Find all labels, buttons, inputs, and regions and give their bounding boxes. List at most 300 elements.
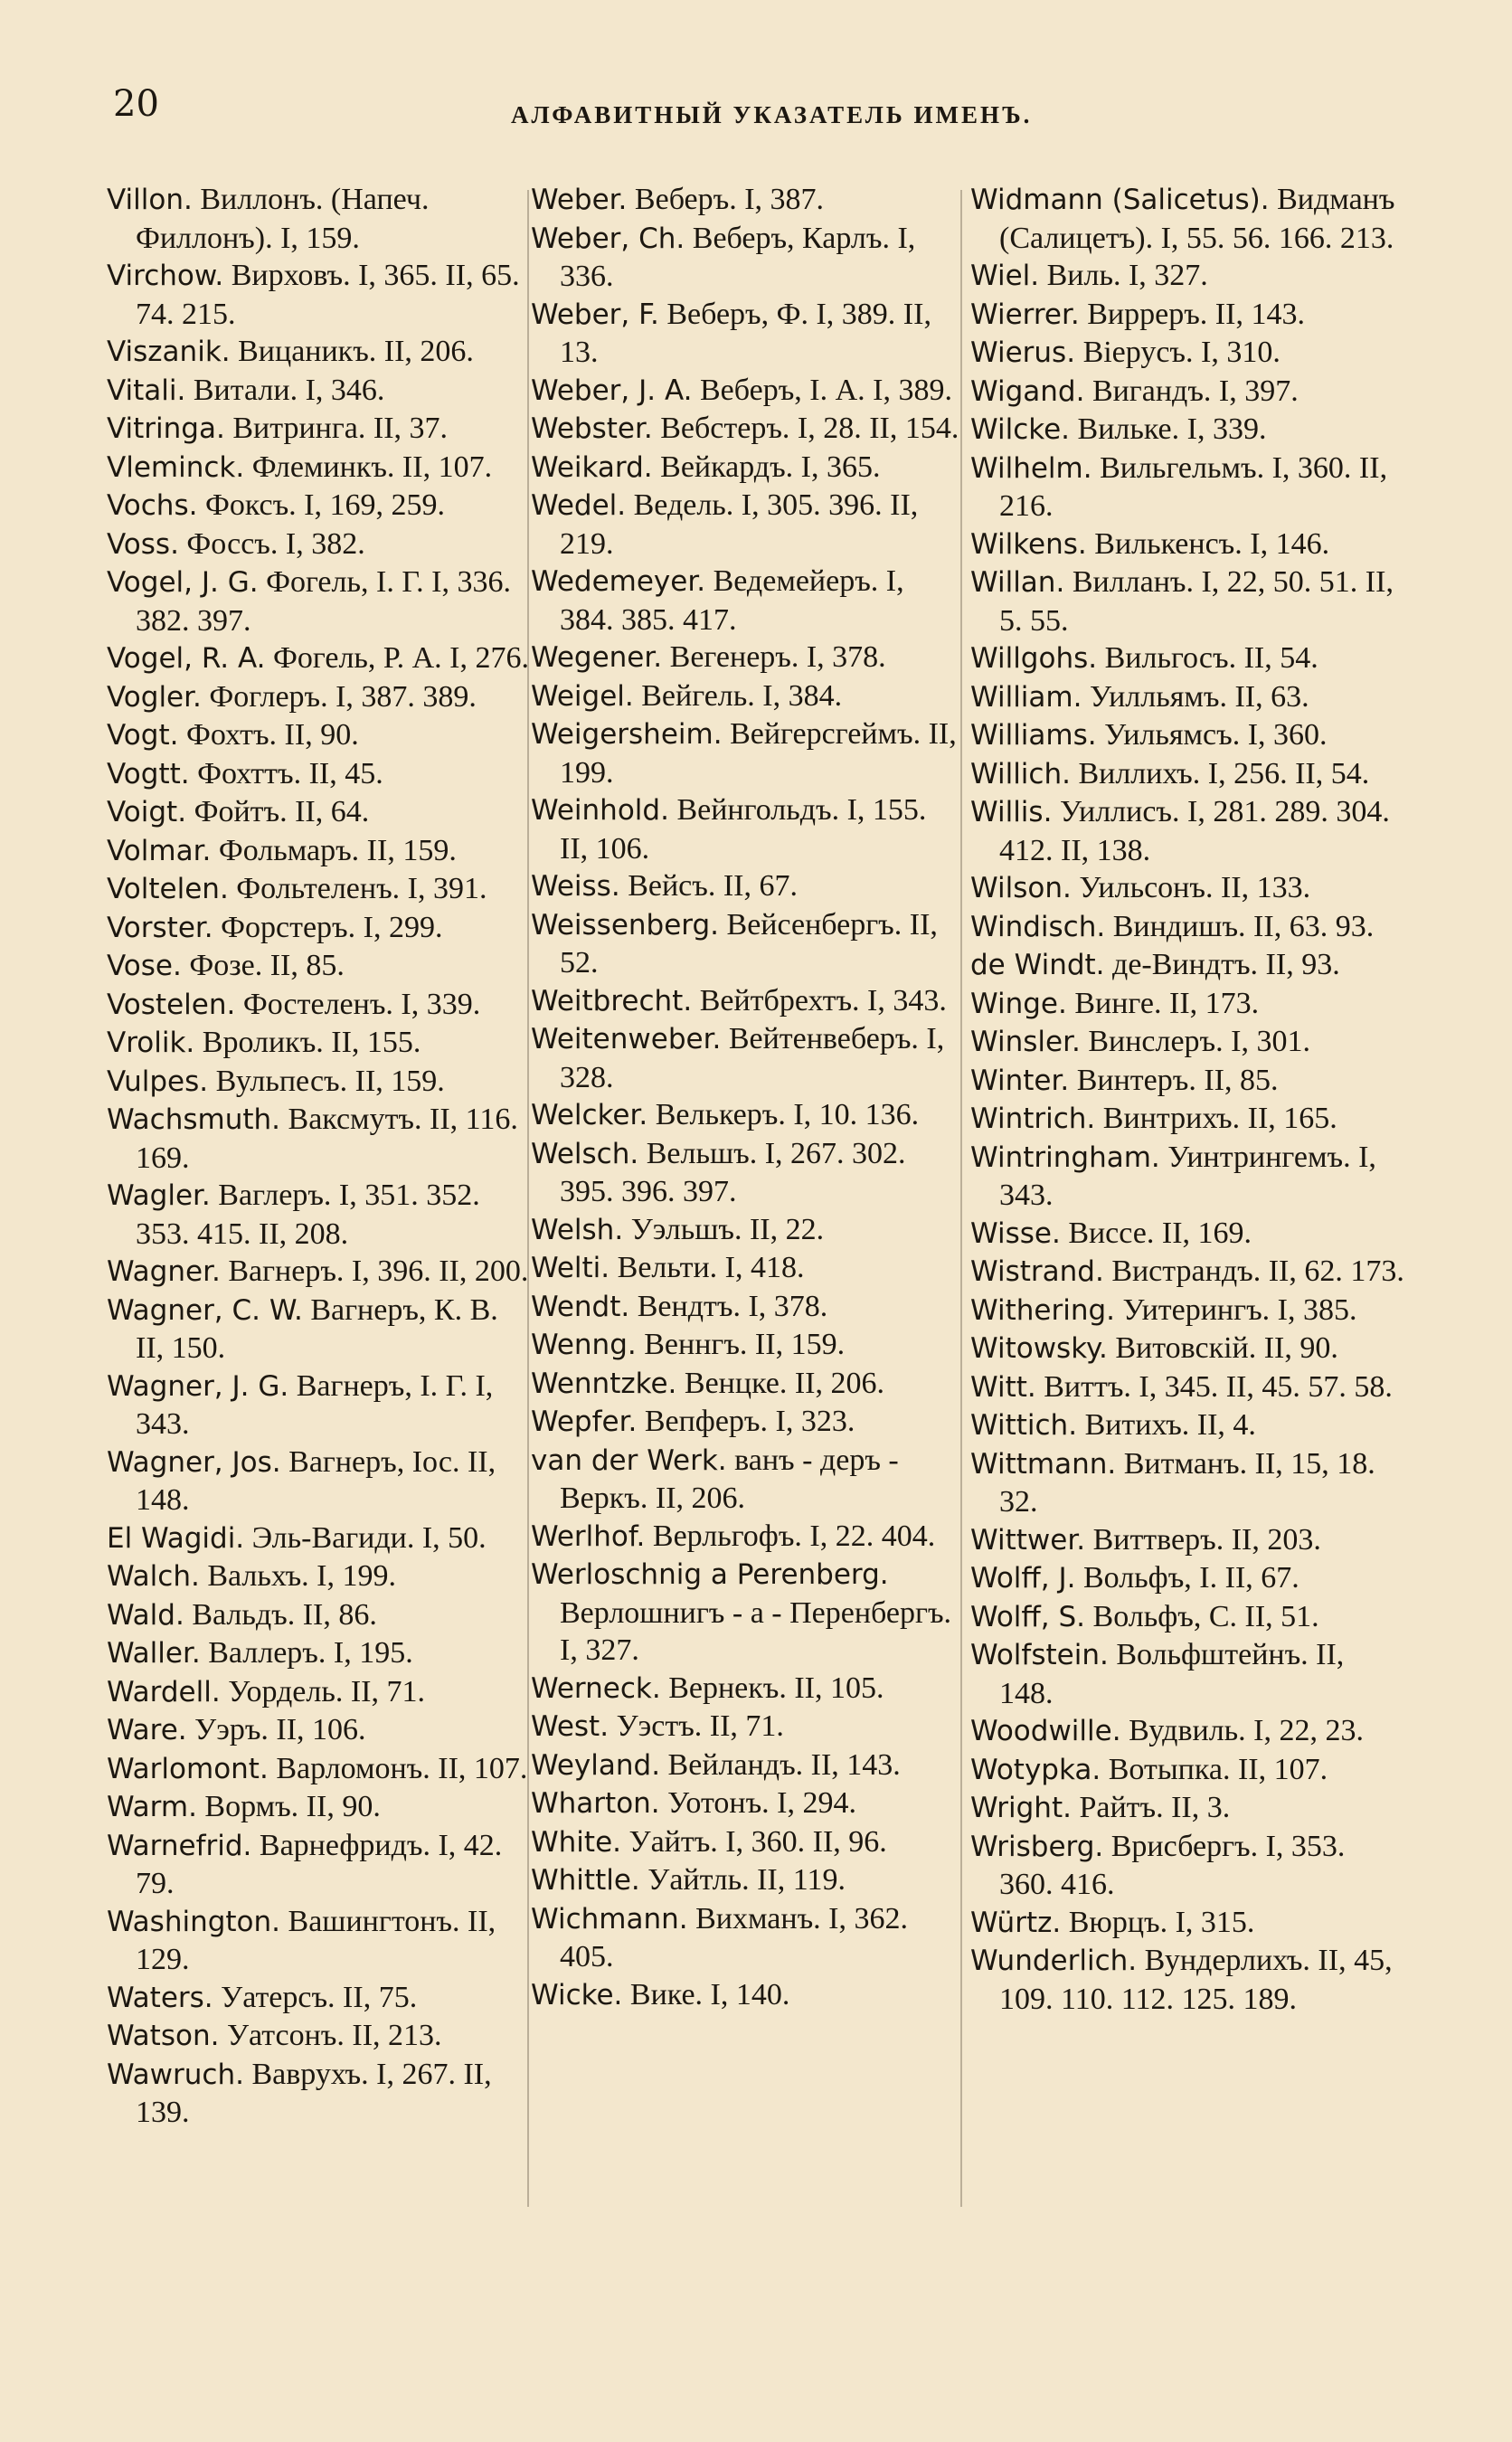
entry-russian-and-pages: Вейсенбергъ. II, 52.: [560, 907, 938, 980]
index-entry: [107, 2056, 532, 2132]
entry-russian-and-pages: Вроликъ. II, 155.: [202, 1026, 421, 1059]
entry-latin-name: Werneck.: [531, 1671, 661, 1705]
entry-latin-name: Würtz.: [970, 1906, 1062, 1939]
entry-russian-and-pages: Вейгель. I, 384.: [641, 678, 843, 713]
entry-latin-name: Wright.: [970, 1792, 1072, 1824]
entry-russian-and-pages: Фойтъ. II, 64.: [194, 795, 370, 828]
entry-latin-name: Vorster.: [107, 911, 213, 944]
entry-latin-name: Vostelen.: [107, 988, 236, 1021]
entry-russian-and-pages: Фоксъ. I, 169, 259.: [204, 488, 445, 522]
entry-russian-and-pages: Вильгельмъ. I, 360. II, 216.: [999, 450, 1388, 523]
index-entry: [531, 982, 960, 1021]
index-entry: [970, 1789, 1404, 1828]
entry-latin-name: Wagner, C. W.: [107, 1293, 303, 1327]
index-entry: [107, 870, 532, 909]
entry-latin-name: Widmann (Salicetus).: [970, 184, 1270, 216]
entry-russian-and-pages: Вальхъ. I, 199.: [207, 1559, 396, 1593]
entry-latin-name: Waters.: [107, 1981, 213, 2014]
entry-russian-and-pages: Вирреръ. II, 143.: [1087, 297, 1305, 331]
index-entry: [107, 257, 532, 333]
index-entry: [970, 1445, 1404, 1521]
entry-russian-and-pages: Вирховъ. I, 365. II, 65. 74. 215.: [136, 259, 520, 331]
index-entry: [970, 678, 1404, 717]
index-entry: [970, 1062, 1404, 1101]
entry-latin-name: van der Werk.: [531, 1443, 727, 1477]
entry-latin-name: Wilcke.: [970, 413, 1071, 446]
entry-latin-name: Weissenberg.: [531, 908, 720, 942]
index-entry: [970, 1292, 1404, 1330]
index-entry: [107, 909, 532, 948]
entry-russian-and-pages: Винслеръ. I, 301.: [1088, 1025, 1310, 1058]
entry-russian-and-pages: Уильямсъ. I, 360.: [1104, 718, 1328, 752]
index-entry: [107, 1177, 532, 1253]
entry-russian-and-pages: Веберъ, Карлъ. I, 336.: [560, 221, 916, 293]
entry-latin-name: Wendt.: [531, 1290, 630, 1323]
entry-latin-name: Villon.: [107, 184, 193, 216]
entry-russian-and-pages: ванъ - деръ - Веркъ. II, 206.: [560, 1443, 899, 1515]
entry-russian-and-pages: Витовскiй. II, 90.: [1115, 1331, 1338, 1365]
index-entry: [107, 947, 532, 986]
index-entry: [970, 1521, 1404, 1560]
entry-russian-and-pages: Велькеръ. I, 10. 136.: [655, 1098, 920, 1131]
entry-russian-and-pages: Вицаникъ. II, 206.: [238, 335, 474, 368]
entry-latin-name: de Windt.: [970, 949, 1105, 981]
index-entry: [531, 791, 960, 867]
entry-russian-and-pages: Веберъ, I. А. I, 389.: [699, 373, 952, 407]
entry-russian-and-pages: Фохттъ. II, 45.: [197, 756, 383, 790]
entry-latin-name: Williams.: [970, 719, 1097, 752]
entry-russian-and-pages: Вильке. I, 339.: [1077, 412, 1267, 446]
entry-latin-name: Voss.: [107, 527, 179, 561]
entry-latin-name: Ware.: [107, 1714, 187, 1746]
entry-russian-and-pages: Фогель, I. Г. I, 336. 382. 397.: [136, 565, 511, 638]
entry-russian-and-pages: Вепферъ. I, 323.: [644, 1405, 855, 1438]
entry-russian-and-pages: Уотонъ. I, 294.: [667, 1786, 856, 1820]
entry-latin-name: Wiel.: [970, 260, 1040, 292]
entry-russian-and-pages: Вихманъ. I, 362. 405.: [560, 1901, 908, 1973]
entry-russian-and-pages: Уинтрингемъ. I, 343.: [999, 1140, 1376, 1212]
entry-latin-name: Wagner, Jos.: [107, 1445, 281, 1479]
entry-latin-name: Whittle.: [531, 1864, 640, 1897]
entry-latin-name: Wegener.: [531, 641, 663, 674]
entry-latin-name: Weinhold.: [531, 794, 669, 827]
entry-russian-and-pages: Вагнеръ, К. В. II, 150.: [136, 1292, 498, 1365]
entry-latin-name: Winge.: [970, 987, 1067, 1020]
entry-latin-name: Voltelen.: [107, 873, 229, 905]
entry-latin-name: Witt.: [970, 1370, 1036, 1404]
index-entry: [970, 450, 1404, 525]
entry-latin-name: Wisse.: [970, 1216, 1061, 1250]
entry-russian-and-pages: Вейландъ. II, 143.: [667, 1747, 901, 1782]
entry-russian-and-pages: Вагнеръ. I, 396. II, 200.: [228, 1254, 529, 1288]
entry-russian-and-pages: Винтеръ. II, 85.: [1076, 1063, 1279, 1097]
index-entry: [970, 908, 1404, 947]
entry-russian-and-pages: Вудвиль. I, 22, 23.: [1129, 1714, 1365, 1747]
entry-russian-and-pages: Виллонъ. (Напеч. Филлонъ). I, 159.: [136, 183, 430, 255]
index-entry: [107, 333, 532, 372]
index-entry: [531, 1556, 960, 1670]
entry-latin-name: Wolff, S.: [970, 1600, 1086, 1633]
page-number: 20: [113, 83, 159, 125]
entry-latin-name: White.: [531, 1825, 621, 1859]
entry-russian-and-pages: Вейгерсгеймъ. II, 199.: [560, 717, 957, 790]
entry-latin-name: Wilhelm.: [970, 451, 1092, 485]
entry-latin-name: Vose.: [107, 950, 182, 982]
index-entry: [970, 1636, 1404, 1712]
index-entry: [107, 986, 532, 1025]
index-entry: [970, 1559, 1404, 1598]
entry-russian-and-pages: Вiерусъ. I, 310.: [1082, 336, 1280, 369]
index-entry: [970, 639, 1404, 678]
index-entry: [970, 946, 1404, 985]
entry-latin-name: Warm.: [107, 1791, 197, 1823]
entry-russian-and-pages: Видманъ (Салицетъ). I, 55. 56. 166. 213.: [999, 183, 1395, 255]
index-entry: [107, 1101, 532, 1177]
column-divider: [960, 190, 962, 2207]
entry-russian-and-pages: Уэстъ. II, 71.: [616, 1709, 784, 1743]
index-entry: [107, 1253, 532, 1292]
entry-latin-name: Watson.: [107, 2020, 220, 2052]
entry-latin-name: Webster.: [531, 412, 653, 445]
entry-russian-and-pages: Витихъ. II, 4.: [1084, 1408, 1256, 1442]
entry-latin-name: Waller.: [107, 1637, 201, 1670]
index-entry: [970, 1406, 1404, 1445]
entry-latin-name: Werloschnig a Perenberg.: [531, 1558, 889, 1591]
index-entry: [970, 793, 1404, 869]
entry-russian-and-pages: Верльгофъ. I, 22. 404.: [652, 1519, 936, 1553]
entry-russian-and-pages: Веннгъ. II, 159.: [644, 1328, 846, 1361]
entry-latin-name: El Wagidi.: [107, 1521, 245, 1555]
index-entry: [107, 410, 532, 449]
entry-latin-name: Warnefrid.: [107, 1829, 252, 1862]
entry-latin-name: Wichmann.: [531, 1902, 688, 1936]
entry-russian-and-pages: Уильсонъ. II, 133.: [1079, 871, 1311, 904]
index-entry: [970, 985, 1404, 1024]
entry-latin-name: Wolff, J.: [970, 1562, 1076, 1595]
entry-russian-and-pages: Варломонъ. II, 107.: [276, 1751, 528, 1785]
index-entry: [970, 1942, 1404, 2018]
entry-latin-name: Vitringa.: [107, 412, 225, 445]
entry-latin-name: Withering.: [970, 1293, 1115, 1327]
index-entry: [970, 563, 1404, 639]
entry-russian-and-pages: Виллихъ. I, 256. II, 54.: [1078, 756, 1370, 790]
entry-latin-name: Welcker.: [531, 1099, 648, 1131]
index-entry: [107, 372, 532, 411]
entry-latin-name: Wistrand.: [970, 1255, 1104, 1288]
index-entry: [107, 755, 532, 794]
entry-russian-and-pages: Уордель. II, 71.: [228, 1674, 425, 1708]
entry-latin-name: Volmar.: [107, 834, 212, 867]
entry-russian-and-pages: Эль-Вагиди. I, 50.: [251, 1520, 487, 1555]
running-title: АЛФАВИТНЫЙ УКАЗАТЕЛЬ ИМЕНЪ.: [511, 101, 1033, 128]
entry-russian-and-pages: Вендтъ. I, 378.: [637, 1289, 828, 1323]
entry-russian-and-pages: Вашингтонъ. II, 129.: [136, 1904, 496, 1976]
entry-latin-name: Werlhof.: [531, 1519, 646, 1553]
entry-latin-name: Welsh.: [531, 1213, 624, 1246]
entry-russian-and-pages: Вельшъ. I, 267. 302. 395. 396. 397.: [560, 1136, 906, 1208]
entry-russian-and-pages: Ведемейеръ. I, 384. 385. 417.: [560, 564, 904, 637]
index-entry: [107, 449, 532, 487]
entry-russian-and-pages: Ваксмутъ. II, 116. 169.: [136, 1103, 518, 1175]
entry-latin-name: Vleminck.: [107, 450, 245, 484]
index-entry: [970, 525, 1404, 564]
entry-latin-name: Wilson.: [970, 872, 1072, 904]
entry-russian-and-pages: Фольмаръ. II, 159.: [218, 833, 457, 867]
index-entry: [970, 1598, 1404, 1637]
index-entry: [531, 449, 960, 487]
entry-latin-name: Witowsky.: [970, 1332, 1108, 1365]
entry-russian-and-pages: Ведель. I, 305. 396. II, 219.: [560, 488, 919, 561]
index-entry: [970, 257, 1404, 296]
entry-russian-and-pages: Витманъ. II, 15, 18. 32.: [999, 1446, 1375, 1519]
index-entry: [970, 1904, 1404, 1943]
index-entry: [531, 639, 960, 677]
entry-russian-and-pages: Виссе. II, 169.: [1068, 1216, 1252, 1250]
index-entry: [531, 1976, 960, 2015]
entry-latin-name: Woodwille.: [970, 1715, 1121, 1747]
entry-latin-name: Vogel, R. A.: [107, 642, 266, 675]
entry-russian-and-pages: Фостеленъ. I, 339.: [242, 987, 481, 1021]
index-entry: [970, 1751, 1404, 1790]
entry-russian-and-pages: Вагнеръ, I. Г. I, 343.: [136, 1368, 494, 1441]
entry-russian-and-pages: Витали. I, 346.: [193, 373, 385, 407]
entry-russian-and-pages: Уиллисъ. I, 281. 289. 304. 412. II, 138.: [999, 795, 1390, 867]
entry-russian-and-pages: Вольфштейнъ. II, 148.: [999, 1638, 1345, 1710]
entry-russian-and-pages: Фоссъ. I, 382.: [186, 526, 365, 561]
entry-russian-and-pages: Фозе. II, 85.: [189, 949, 345, 982]
entry-latin-name: Vitali.: [107, 374, 186, 407]
index-entry: [107, 1750, 532, 1789]
entry-latin-name: Wolfstein.: [970, 1639, 1109, 1671]
entry-russian-and-pages: Райтъ. II, 3.: [1079, 1791, 1231, 1824]
entry-latin-name: Wierus.: [970, 336, 1076, 369]
index-entry: [531, 1746, 960, 1785]
entry-latin-name: Willan.: [970, 566, 1065, 599]
index-entry: [531, 220, 960, 296]
entry-russian-and-pages: Уатерсъ. II, 75.: [221, 1980, 418, 2014]
entry-latin-name: Weiss.: [531, 870, 620, 903]
entry-russian-and-pages: Уайтль. II, 119.: [647, 1863, 846, 1897]
entry-latin-name: Wintringham.: [970, 1141, 1160, 1174]
index-entry: [107, 525, 532, 564]
entry-russian-and-pages: Вилькенсъ. I, 146.: [1094, 526, 1330, 561]
entry-latin-name: Weikard.: [531, 450, 653, 484]
entry-russian-and-pages: Виндишъ. II, 63. 93.: [1112, 909, 1375, 943]
index-entry: [531, 1403, 960, 1442]
entry-latin-name: Winsler.: [970, 1026, 1081, 1058]
index-entry: [970, 1100, 1404, 1139]
entry-latin-name: West.: [531, 1710, 610, 1743]
entry-latin-name: Wachsmuth.: [107, 1103, 281, 1136]
entry-russian-and-pages: Валлеръ. I, 195.: [208, 1636, 413, 1670]
entry-latin-name: Wunderlich.: [970, 1945, 1138, 1977]
index-entry: [531, 1670, 960, 1708]
entry-latin-name: Wagner, J. G.: [107, 1369, 289, 1403]
entry-latin-name: Warlomont.: [107, 1752, 269, 1785]
index-entry: [970, 411, 1404, 450]
entry-russian-and-pages: Вейсъ. II, 67.: [628, 869, 798, 903]
entry-russian-and-pages: Вульпесъ. II, 159.: [215, 1064, 445, 1098]
index-entry: [970, 296, 1404, 335]
index-entry: [107, 181, 532, 257]
index-entry: [531, 715, 960, 791]
entry-latin-name: Wedel.: [531, 489, 627, 522]
index-entry: [107, 1368, 532, 1443]
entry-russian-and-pages: Винтрихъ. II, 165.: [1102, 1102, 1337, 1135]
index-entry: [531, 1861, 960, 1900]
entry-latin-name: Weitbrecht.: [531, 984, 693, 1018]
entry-russian-and-pages: Фогель, Р. А. I, 276.: [273, 641, 529, 675]
index-entry: [107, 678, 532, 717]
entry-russian-and-pages: Виттъ. I, 345. II, 45. 57. 58.: [1044, 1369, 1393, 1404]
entry-russian-and-pages: Вормъ. II, 90.: [204, 1790, 381, 1823]
index-column-3: [970, 181, 1404, 2018]
entry-russian-and-pages: Вундерлихъ. II, 45, 109. 110. 112. 125. 189.: [999, 1944, 1393, 2016]
index-entry: [531, 1096, 960, 1135]
index-entry: [970, 1253, 1404, 1292]
entry-russian-and-pages: Уайтъ. I, 360. II, 96.: [628, 1824, 887, 1859]
index-entry: [531, 677, 960, 716]
entry-latin-name: Wittmann.: [970, 1447, 1117, 1481]
index-entry: [531, 563, 960, 639]
entry-latin-name: Weber.: [531, 184, 628, 216]
index-entry: [970, 181, 1404, 257]
entry-latin-name: Wagler.: [107, 1179, 211, 1212]
entry-latin-name: Wotypka.: [970, 1753, 1101, 1786]
entry-latin-name: William.: [970, 680, 1082, 714]
index-entry: [970, 1828, 1404, 1904]
entry-russian-and-pages: де-Виндтъ. II, 93.: [1112, 948, 1340, 981]
entry-russian-and-pages: Вейтенвеберъ. I, 328.: [560, 1022, 945, 1094]
index-entry: [107, 1903, 532, 1979]
entry-russian-and-pages: Вейнгольдъ. I, 155. II, 106.: [560, 793, 927, 866]
index-entry: [531, 867, 960, 906]
entry-latin-name: Wicke.: [531, 1978, 623, 2011]
entry-latin-name: Weigersheim.: [531, 718, 723, 751]
index-entry: [970, 1712, 1404, 1751]
index-entry: [531, 1900, 960, 1976]
entry-latin-name: Willis.: [970, 796, 1053, 828]
index-entry: [107, 2017, 532, 2056]
index-entry: [531, 1249, 960, 1288]
index-entry: [107, 1979, 532, 2018]
entry-russian-and-pages: Витринга. II, 37.: [232, 412, 449, 445]
entry-latin-name: Vrolik.: [107, 1027, 195, 1059]
index-entry: [531, 1135, 960, 1211]
entry-russian-and-pages: Венцке. II, 206.: [684, 1366, 884, 1400]
entry-russian-and-pages: Уэльшъ. II, 22.: [630, 1212, 825, 1246]
entry-latin-name: Weigel.: [531, 679, 634, 713]
index-entry: [970, 334, 1404, 373]
index-entry: [531, 410, 960, 449]
entry-latin-name: Wittwer.: [970, 1523, 1086, 1557]
entry-russian-and-pages: Фохтъ. II, 90.: [185, 718, 359, 752]
entry-russian-and-pages: Виль. I, 327.: [1046, 259, 1208, 292]
entry-latin-name: Wharton.: [531, 1787, 660, 1820]
entry-russian-and-pages: Форстеръ. I, 299.: [221, 910, 443, 944]
entry-latin-name: Wardell.: [107, 1675, 221, 1708]
entry-latin-name: Vogler.: [107, 680, 202, 714]
page-header: [113, 83, 1415, 147]
index-entry: [970, 1023, 1404, 1062]
index-entry: [107, 639, 532, 678]
entry-latin-name: Welti.: [531, 1252, 610, 1284]
entry-russian-and-pages: Уатсонъ. II, 213.: [226, 2019, 442, 2052]
index-entry: [107, 1024, 532, 1063]
index-entry: [531, 1442, 960, 1518]
index-entry: [107, 1711, 532, 1750]
index-entry: [531, 372, 960, 411]
entry-latin-name: Wawruch.: [107, 2058, 244, 2091]
index-entry: [531, 1211, 960, 1250]
entry-latin-name: Viszanik.: [107, 336, 231, 368]
entry-latin-name: Willich.: [970, 757, 1071, 790]
index-entry: [531, 1288, 960, 1327]
index-entry: [970, 1139, 1404, 1215]
entry-russian-and-pages: Вегенеръ. I, 378.: [669, 640, 886, 674]
entry-latin-name: Wedemeyer.: [531, 565, 706, 598]
entry-russian-and-pages: Уилльямъ. II, 63.: [1089, 679, 1309, 714]
entry-russian-and-pages: Веберъ, Ф. I, 389. II, 13.: [560, 297, 931, 369]
entry-latin-name: Weyland.: [531, 1748, 661, 1782]
entry-russian-and-pages: Уэръ. II, 106.: [194, 1713, 366, 1746]
entry-russian-and-pages: Фольтеленъ. I, 391.: [236, 872, 487, 905]
index-entry: [531, 181, 960, 220]
index-entry: [531, 906, 960, 982]
entry-latin-name: Wittich.: [970, 1409, 1078, 1442]
index-column-2: [531, 181, 960, 2014]
entry-russian-and-pages: Вебстеръ. I, 28. II, 154.: [660, 412, 959, 445]
entry-russian-and-pages: Ваглеръ. I, 351. 352. 353. 415. II, 208.: [136, 1178, 480, 1251]
index-entry: [970, 755, 1404, 794]
entry-latin-name: Windisch.: [970, 910, 1106, 943]
index-entry: [107, 1673, 532, 1712]
entry-russian-and-pages: Вике. I, 140.: [629, 1977, 790, 2011]
index-entry: [970, 1215, 1404, 1254]
entry-latin-name: Weber, F.: [531, 298, 659, 331]
index-entry: [107, 716, 532, 755]
entry-russian-and-pages: Вейтбрехтъ. I, 343.: [699, 983, 947, 1018]
entry-russian-and-pages: Вюрцъ. I, 315.: [1068, 1905, 1255, 1939]
index-entry: [970, 1368, 1404, 1407]
entry-russian-and-pages: Вольфъ, I. II, 67.: [1082, 1561, 1299, 1595]
entry-latin-name: Wilkens.: [970, 527, 1087, 561]
entry-latin-name: Winter.: [970, 1064, 1070, 1097]
index-entry: [531, 1823, 960, 1862]
entry-latin-name: Wenntzke.: [531, 1367, 677, 1400]
entry-russian-and-pages: Вернекъ. II, 105.: [668, 1671, 884, 1705]
entry-latin-name: Willgohs.: [970, 642, 1098, 675]
entry-latin-name: Wagner.: [107, 1255, 221, 1288]
entry-latin-name: Vulpes.: [107, 1065, 209, 1098]
index-entry: [107, 1519, 532, 1558]
entry-russian-and-pages: Верлошнигъ - а - Перенбергъ. I, 327.: [560, 1595, 952, 1667]
index-entry: [107, 1596, 532, 1635]
index-entry: [107, 1063, 532, 1102]
index-entry: [531, 1020, 960, 1096]
entry-latin-name: Vogel, J. G.: [107, 566, 259, 599]
entry-russian-and-pages: Вигандъ. I, 397.: [1091, 374, 1299, 408]
entry-latin-name: Wintrich.: [970, 1103, 1096, 1135]
entry-latin-name: Vochs.: [107, 489, 198, 522]
index-entry: [107, 1557, 532, 1596]
index-column-1: [107, 181, 532, 2132]
index-entry: [107, 1788, 532, 1827]
index-entry: [531, 487, 960, 563]
entry-latin-name: Wald.: [107, 1598, 184, 1632]
entry-russian-and-pages: Ваврухъ. I, 267. II, 139.: [136, 2057, 492, 2129]
index-entry: [107, 1292, 532, 1368]
